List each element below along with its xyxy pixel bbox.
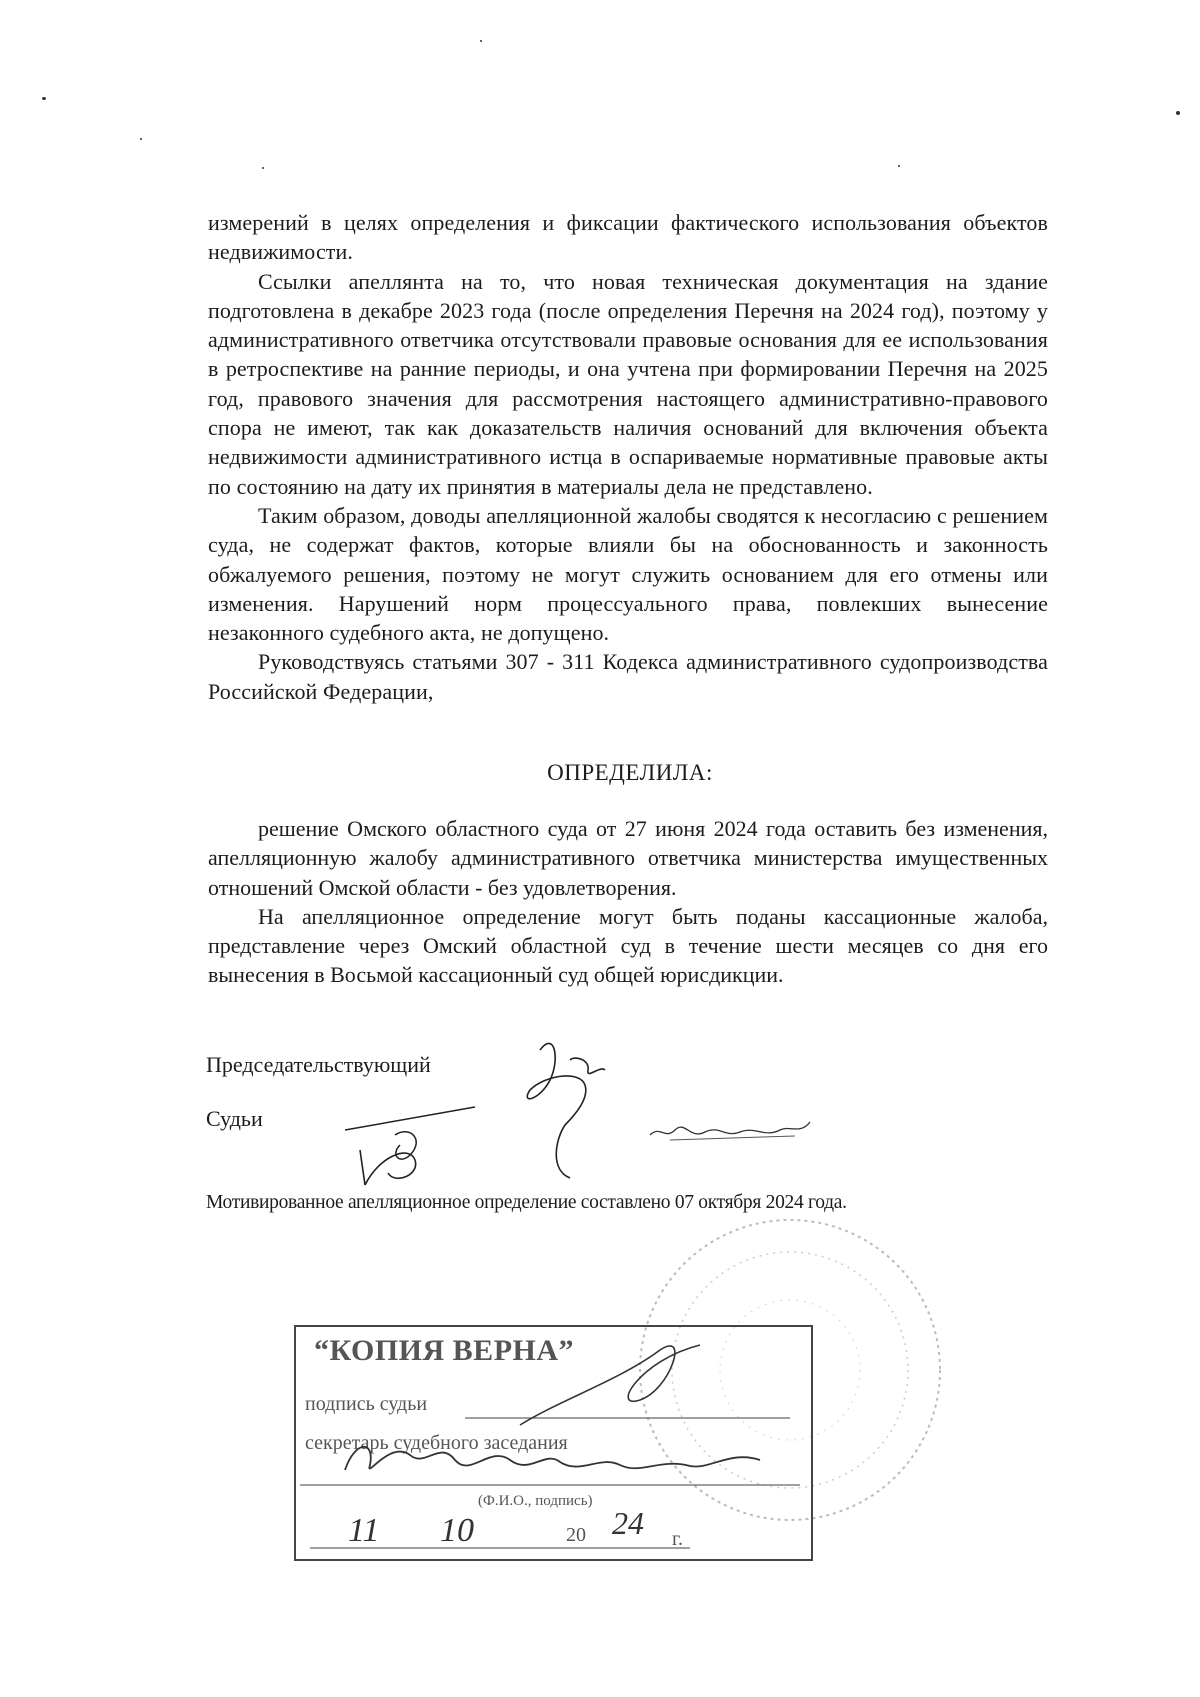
date-year-prefix: 20 <box>566 1524 586 1546</box>
date-day: 11 <box>348 1512 380 1549</box>
decision-paragraph-2: На апелляционное определение могут быть поданы кассационные жалоба, представление через Омский областной суд в течение шести месяцев со дня его вынесения в Восьмой кассационный суд общей юрисдикции. <box>208 903 1048 988</box>
judges-label: Судьи <box>206 1106 263 1131</box>
name-caption: (Ф.И.О., подпись) <box>478 1493 593 1509</box>
paragraph-2: Ссылки апеллянта на то, что новая техническая документация на здание подготовлена в декабре 2023 года (после определения Перечня на 2024 год), поэтому у административного ответчика отсутствовали правовые основания для ее использования в ретроспективе на ранние периоды, и она учтена при формировании Перечня на 2025 год, правового значения для рассмотрения настоящего административно-правового спора не имеют, так как доказательств наличия оснований для включения объекта недвижимости административного истца в оспариваемые нормативные правовые акты по состоянию на дату их принятия в материалы дела не представлено. <box>208 268 1048 499</box>
paragraph-3: Таким образом, доводы апелляционной жалобы сводятся к несогласию с решением суда, не содержат фактов, которые влияли бы на обоснованность и законность обжалуемого решения, поэтому не могут служить основанием для его отмены или изменения. Нарушений норм процессуального права, повлекших вынесение незаконного судебного акта, не допущено. <box>208 502 1048 646</box>
judge-signature-label: подпись судьи <box>305 1393 428 1415</box>
year-suffix-label: г. <box>672 1528 683 1550</box>
copy-stamp-title: “КОПИЯ ВЕРНА” <box>314 1334 575 1367</box>
presiding-label: Председательствующий <box>206 1052 431 1077</box>
motivated-note: Мотивированное апелляционное определение составлено 07 октября 2024 года. <box>206 1192 847 1213</box>
date-month: 10 <box>440 1512 474 1549</box>
paragraph-4: Руководствуясь статьями 307 - 311 Кодекса административного судопроизводства Российской Федерации, <box>208 649 1048 704</box>
ruling-heading: ОПРЕДЕЛИЛА: <box>547 760 713 785</box>
decision-paragraph-1: решение Омского областного суда от 27 июня 2024 года оставить без изменения, апелляционную жалобу административного ответчика министерства имущественных отношений Омской области - без удовлетворения. <box>208 816 1048 900</box>
date-year-suffix: 24 <box>612 1505 644 1541</box>
paragraph-1: измерений в целях определения и фиксации фактического использования объектов недвижимости. <box>208 210 1048 265</box>
secretary-label: секретарь судебного заседания <box>305 1432 568 1454</box>
